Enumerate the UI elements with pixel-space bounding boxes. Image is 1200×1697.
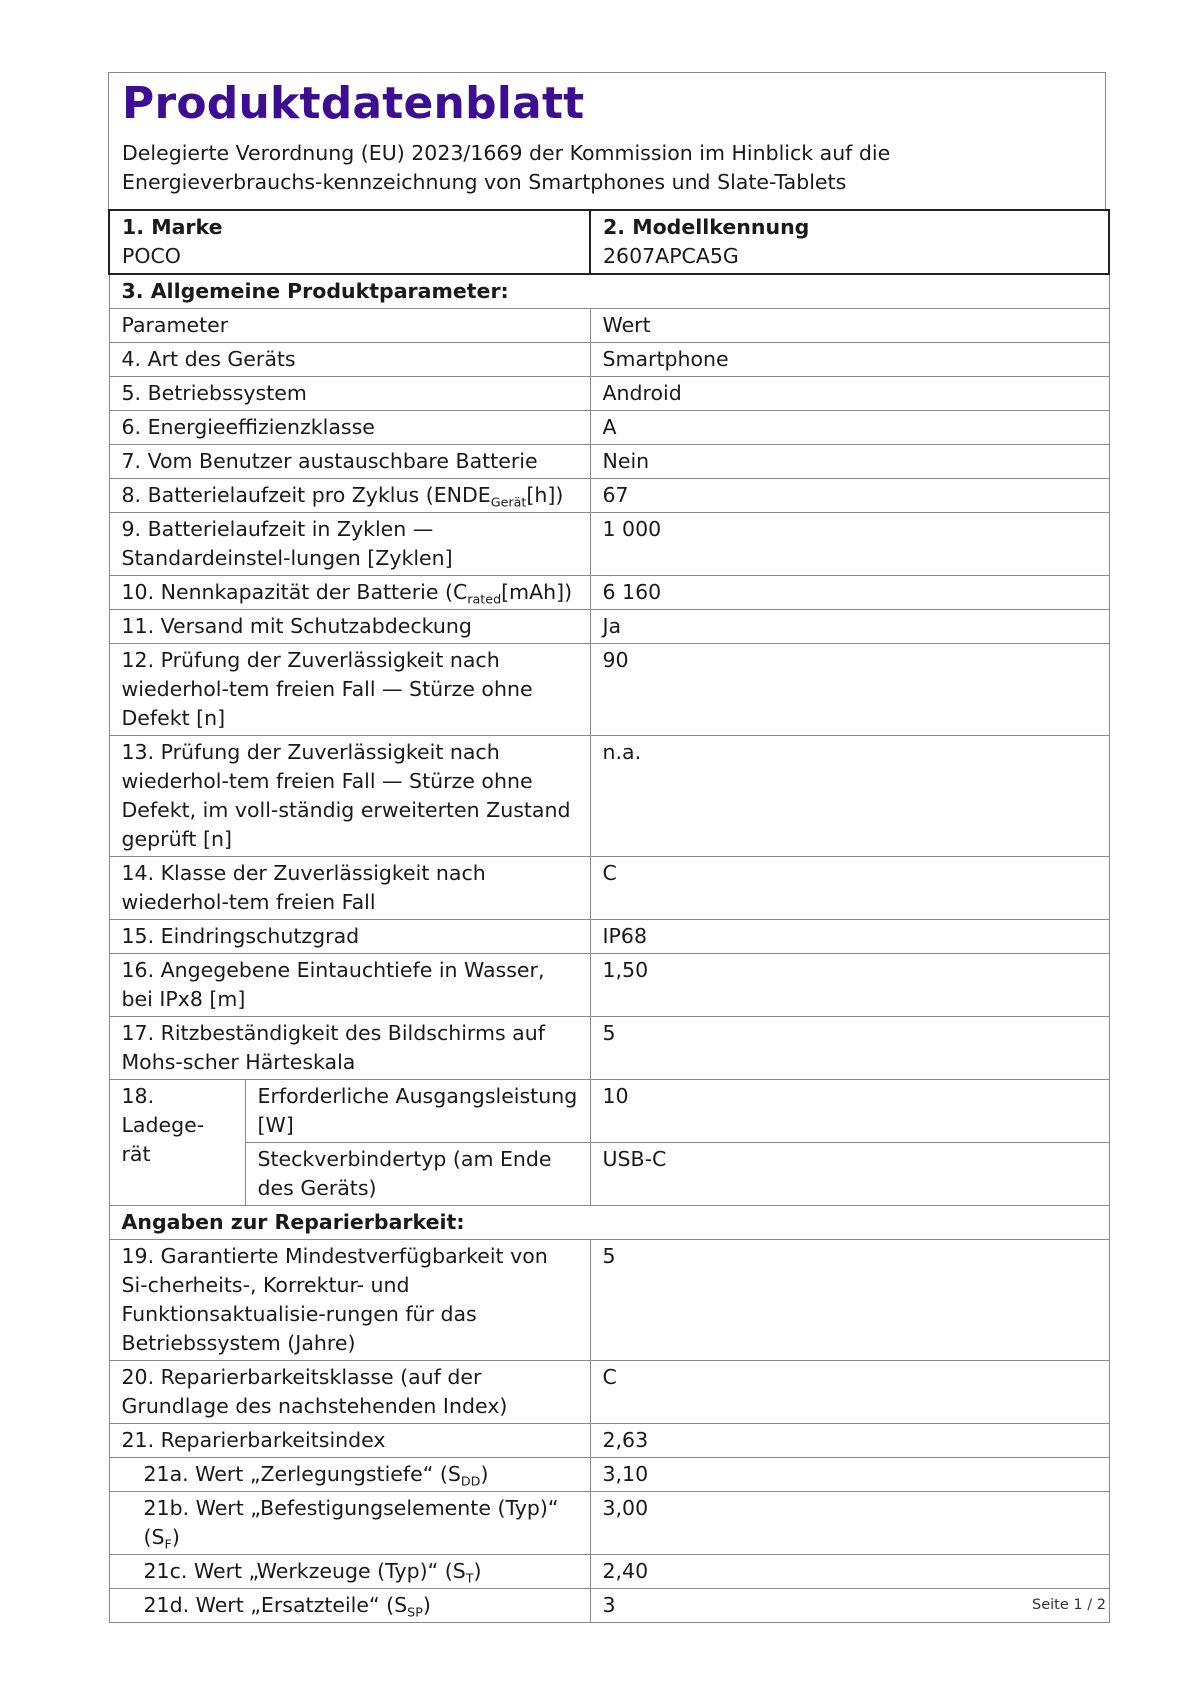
parameter-label-text: 21. Reparierbarkeitsindex	[121, 1428, 386, 1452]
table-row	[109, 644, 1109, 736]
parameter-value: Smartphone	[590, 343, 1109, 377]
product-parameters-table	[108, 209, 1110, 1623]
table-row	[109, 920, 1109, 954]
model-cell	[590, 210, 1109, 274]
table-row	[109, 1240, 1109, 1361]
section-repair-row	[109, 1206, 1109, 1240]
parameter-label	[109, 377, 590, 411]
parameter-label-suffix: [h])	[526, 483, 564, 507]
title-box	[108, 72, 1106, 209]
parameter-value: 1 000	[590, 513, 1109, 576]
column-header-parameter: Parameter	[109, 309, 590, 343]
charger-row	[109, 1143, 1109, 1206]
parameter-value: 5	[590, 1240, 1109, 1361]
parameter-label-subscript: SP	[407, 1604, 423, 1620]
parameter-label-text: 16. Angegebene Eintauchtiefe in Wasser, bei IPx8 [m]	[121, 958, 545, 1011]
parameter-label	[109, 445, 590, 479]
parameter-label-text: 10. Nennkapazität der Batterie (C	[121, 580, 468, 604]
table-row	[109, 411, 1109, 445]
parameter-value: Nein	[590, 445, 1109, 479]
table-row	[109, 1361, 1109, 1424]
parameter-label-text: 12. Prüfung der Zuverlässigkeit nach wiederhol-tem freien Fall — Stürze ohne Defekt [n]	[121, 648, 533, 730]
parameter-label	[109, 411, 590, 445]
parameter-label	[109, 1589, 590, 1623]
parameter-label-text: Erforderliche Ausgangsleistung [W]	[257, 1084, 578, 1137]
parameter-label-text: 21a. Wert „Zerlegungstiefe“ (S	[143, 1462, 461, 1486]
parameter-label	[109, 610, 590, 644]
parameter-label-text: 4. Art des Geräts	[121, 347, 296, 371]
parameter-value: 3,10	[590, 1458, 1109, 1492]
parameter-label	[109, 1240, 590, 1361]
table-row	[109, 377, 1109, 411]
parameter-value: n.a.	[590, 736, 1109, 857]
parameter-value: C	[590, 1361, 1109, 1424]
parameter-label-subscript: Gerät	[490, 494, 527, 510]
parameter-value: 5	[590, 1017, 1109, 1080]
parameter-label	[109, 343, 590, 377]
product-data-sheet	[108, 72, 1106, 1623]
column-header-value: Wert	[590, 309, 1109, 343]
parameter-label-text: 7. Vom Benutzer austauschbare Batterie	[121, 449, 538, 473]
parameter-value: 67	[590, 479, 1109, 513]
parameter-value: IP68	[590, 920, 1109, 954]
section-general-heading: 3. Allgemeine Produktparameter:	[109, 274, 1109, 309]
parameter-value: 2,40	[590, 1555, 1109, 1589]
page-title: Produktdatenblatt	[122, 78, 585, 129]
parameter-label	[109, 576, 590, 610]
parameter-label-text: 21b. Wert „Befestigungselemente (Typ)“ (S	[143, 1496, 559, 1549]
brand-model-row	[109, 210, 1109, 274]
parameter-label-text: 15. Eindringschutzgrad	[121, 924, 360, 948]
parameter-value: 6 160	[590, 576, 1109, 610]
table-row	[109, 954, 1109, 1017]
table-row	[109, 1492, 1109, 1555]
parameter-value: A	[590, 411, 1109, 445]
parameter-value: C	[590, 857, 1109, 920]
parameter-label-subscript: rated	[467, 591, 502, 607]
table-row	[109, 1458, 1109, 1492]
table-row	[109, 445, 1109, 479]
parameter-label-suffix: )	[480, 1462, 489, 1486]
parameter-label	[109, 1017, 590, 1080]
table-row	[109, 857, 1109, 920]
parameter-label	[245, 1143, 590, 1206]
table-row	[109, 513, 1109, 576]
brand-cell	[109, 210, 590, 274]
table-header-row	[109, 309, 1109, 343]
regulation-subtitle: Delegierte Verordnung (EU) 2023/1669 der Kommission im Hinblick auf die Energieverbrauchs-kennzeichnung von Smartphones und Slate-Tablets	[122, 141, 891, 194]
parameter-label	[109, 1458, 590, 1492]
brand-label: 1. Marke	[122, 215, 223, 239]
model-value: 2607APCA5G	[603, 244, 739, 268]
section-repair-heading: Angaben zur Reparierbarkeit:	[109, 1206, 1109, 1240]
parameter-label	[109, 513, 590, 576]
parameter-label-text: 8. Batterielaufzeit pro Zyklus (ENDE	[121, 483, 491, 507]
parameter-value: 90	[590, 644, 1109, 736]
model-label: 2. Modellkennung	[603, 215, 810, 239]
section-general-row	[109, 274, 1109, 309]
parameter-label-text: 5. Betriebssystem	[121, 381, 307, 405]
brand-value: POCO	[122, 244, 181, 268]
parameter-label-text: 14. Klasse der Zuverlässigkeit nach wiederhol-tem freien Fall	[121, 861, 486, 914]
page-number: Seite 1 / 2	[1032, 1597, 1106, 1613]
parameter-label	[109, 479, 590, 513]
parameter-label-text: 11. Versand mit Schutzabdeckung	[121, 614, 472, 638]
parameter-label-suffix: [mAh])	[501, 580, 573, 604]
parameter-label	[245, 1080, 590, 1143]
parameter-label-suffix: )	[171, 1525, 180, 1549]
parameter-value: 10	[590, 1080, 1109, 1143]
parameter-label-subscript: DD	[460, 1473, 481, 1489]
parameter-label	[109, 1361, 590, 1424]
table-row	[109, 1424, 1109, 1458]
parameter-label	[109, 1555, 590, 1589]
parameter-label-text: Steckverbindertyp (am Ende des Geräts)	[257, 1147, 552, 1200]
parameter-label	[109, 920, 590, 954]
parameter-label	[109, 736, 590, 857]
parameter-label	[109, 857, 590, 920]
parameter-label	[109, 954, 590, 1017]
parameter-value: USB-C	[590, 1143, 1109, 1206]
parameter-label-suffix: )	[473, 1559, 482, 1583]
table-row	[109, 610, 1109, 644]
parameter-value: 1,50	[590, 954, 1109, 1017]
table-row	[109, 1589, 1109, 1623]
table-row	[109, 736, 1109, 857]
parameter-label-suffix: )	[422, 1593, 431, 1617]
charger-label: 18. Ladege-rät	[109, 1080, 245, 1206]
table-row	[109, 479, 1109, 513]
charger-row	[109, 1080, 1109, 1143]
parameter-label-text: 19. Garantierte Mindestverfügbarkeit von Si-cherheits-, Korrektur- und Funktionsaktualisie-rungen für das Betriebssystem (Jahre)	[121, 1244, 548, 1355]
parameter-label	[109, 644, 590, 736]
table-row	[109, 576, 1109, 610]
parameter-label-text: 13. Prüfung der Zuverlässigkeit nach wiederhol-tem freien Fall — Stürze ohne Defekt, im voll-ständig erweiterten Zustand geprüft [n]	[121, 740, 571, 851]
parameter-label-text: 17. Ritzbeständigkeit des Bildschirms auf Mohs-scher Härteskala	[121, 1021, 545, 1074]
parameter-label-subscript: F	[164, 1536, 172, 1552]
parameter-label-subscript: T	[465, 1570, 474, 1586]
parameter-label	[109, 1424, 590, 1458]
parameter-value: 3,00	[590, 1492, 1109, 1555]
parameter-label-text: 6. Energieeffizienzklasse	[121, 415, 375, 439]
parameter-label-text: 21c. Wert „Werkzeuge (Typ)“ (S	[143, 1559, 466, 1583]
table-row	[109, 1017, 1109, 1080]
table-row	[109, 343, 1109, 377]
parameter-label	[109, 1492, 590, 1555]
table-row	[109, 1555, 1109, 1589]
parameter-value: Android	[590, 377, 1109, 411]
parameter-label-text: 9. Batterielaufzeit in Zyklen — Standardeinstel-lungen [Zyklen]	[121, 517, 453, 570]
parameter-value: Ja	[590, 610, 1109, 644]
parameter-label-text: 21d. Wert „Ersatzteile“ (S	[143, 1593, 408, 1617]
parameter-label-text: 20. Reparierbarkeitsklasse (auf der Grundlage des nachstehenden Index)	[121, 1365, 508, 1418]
parameter-value: 3	[590, 1589, 1109, 1623]
parameter-value: 2,63	[590, 1424, 1109, 1458]
